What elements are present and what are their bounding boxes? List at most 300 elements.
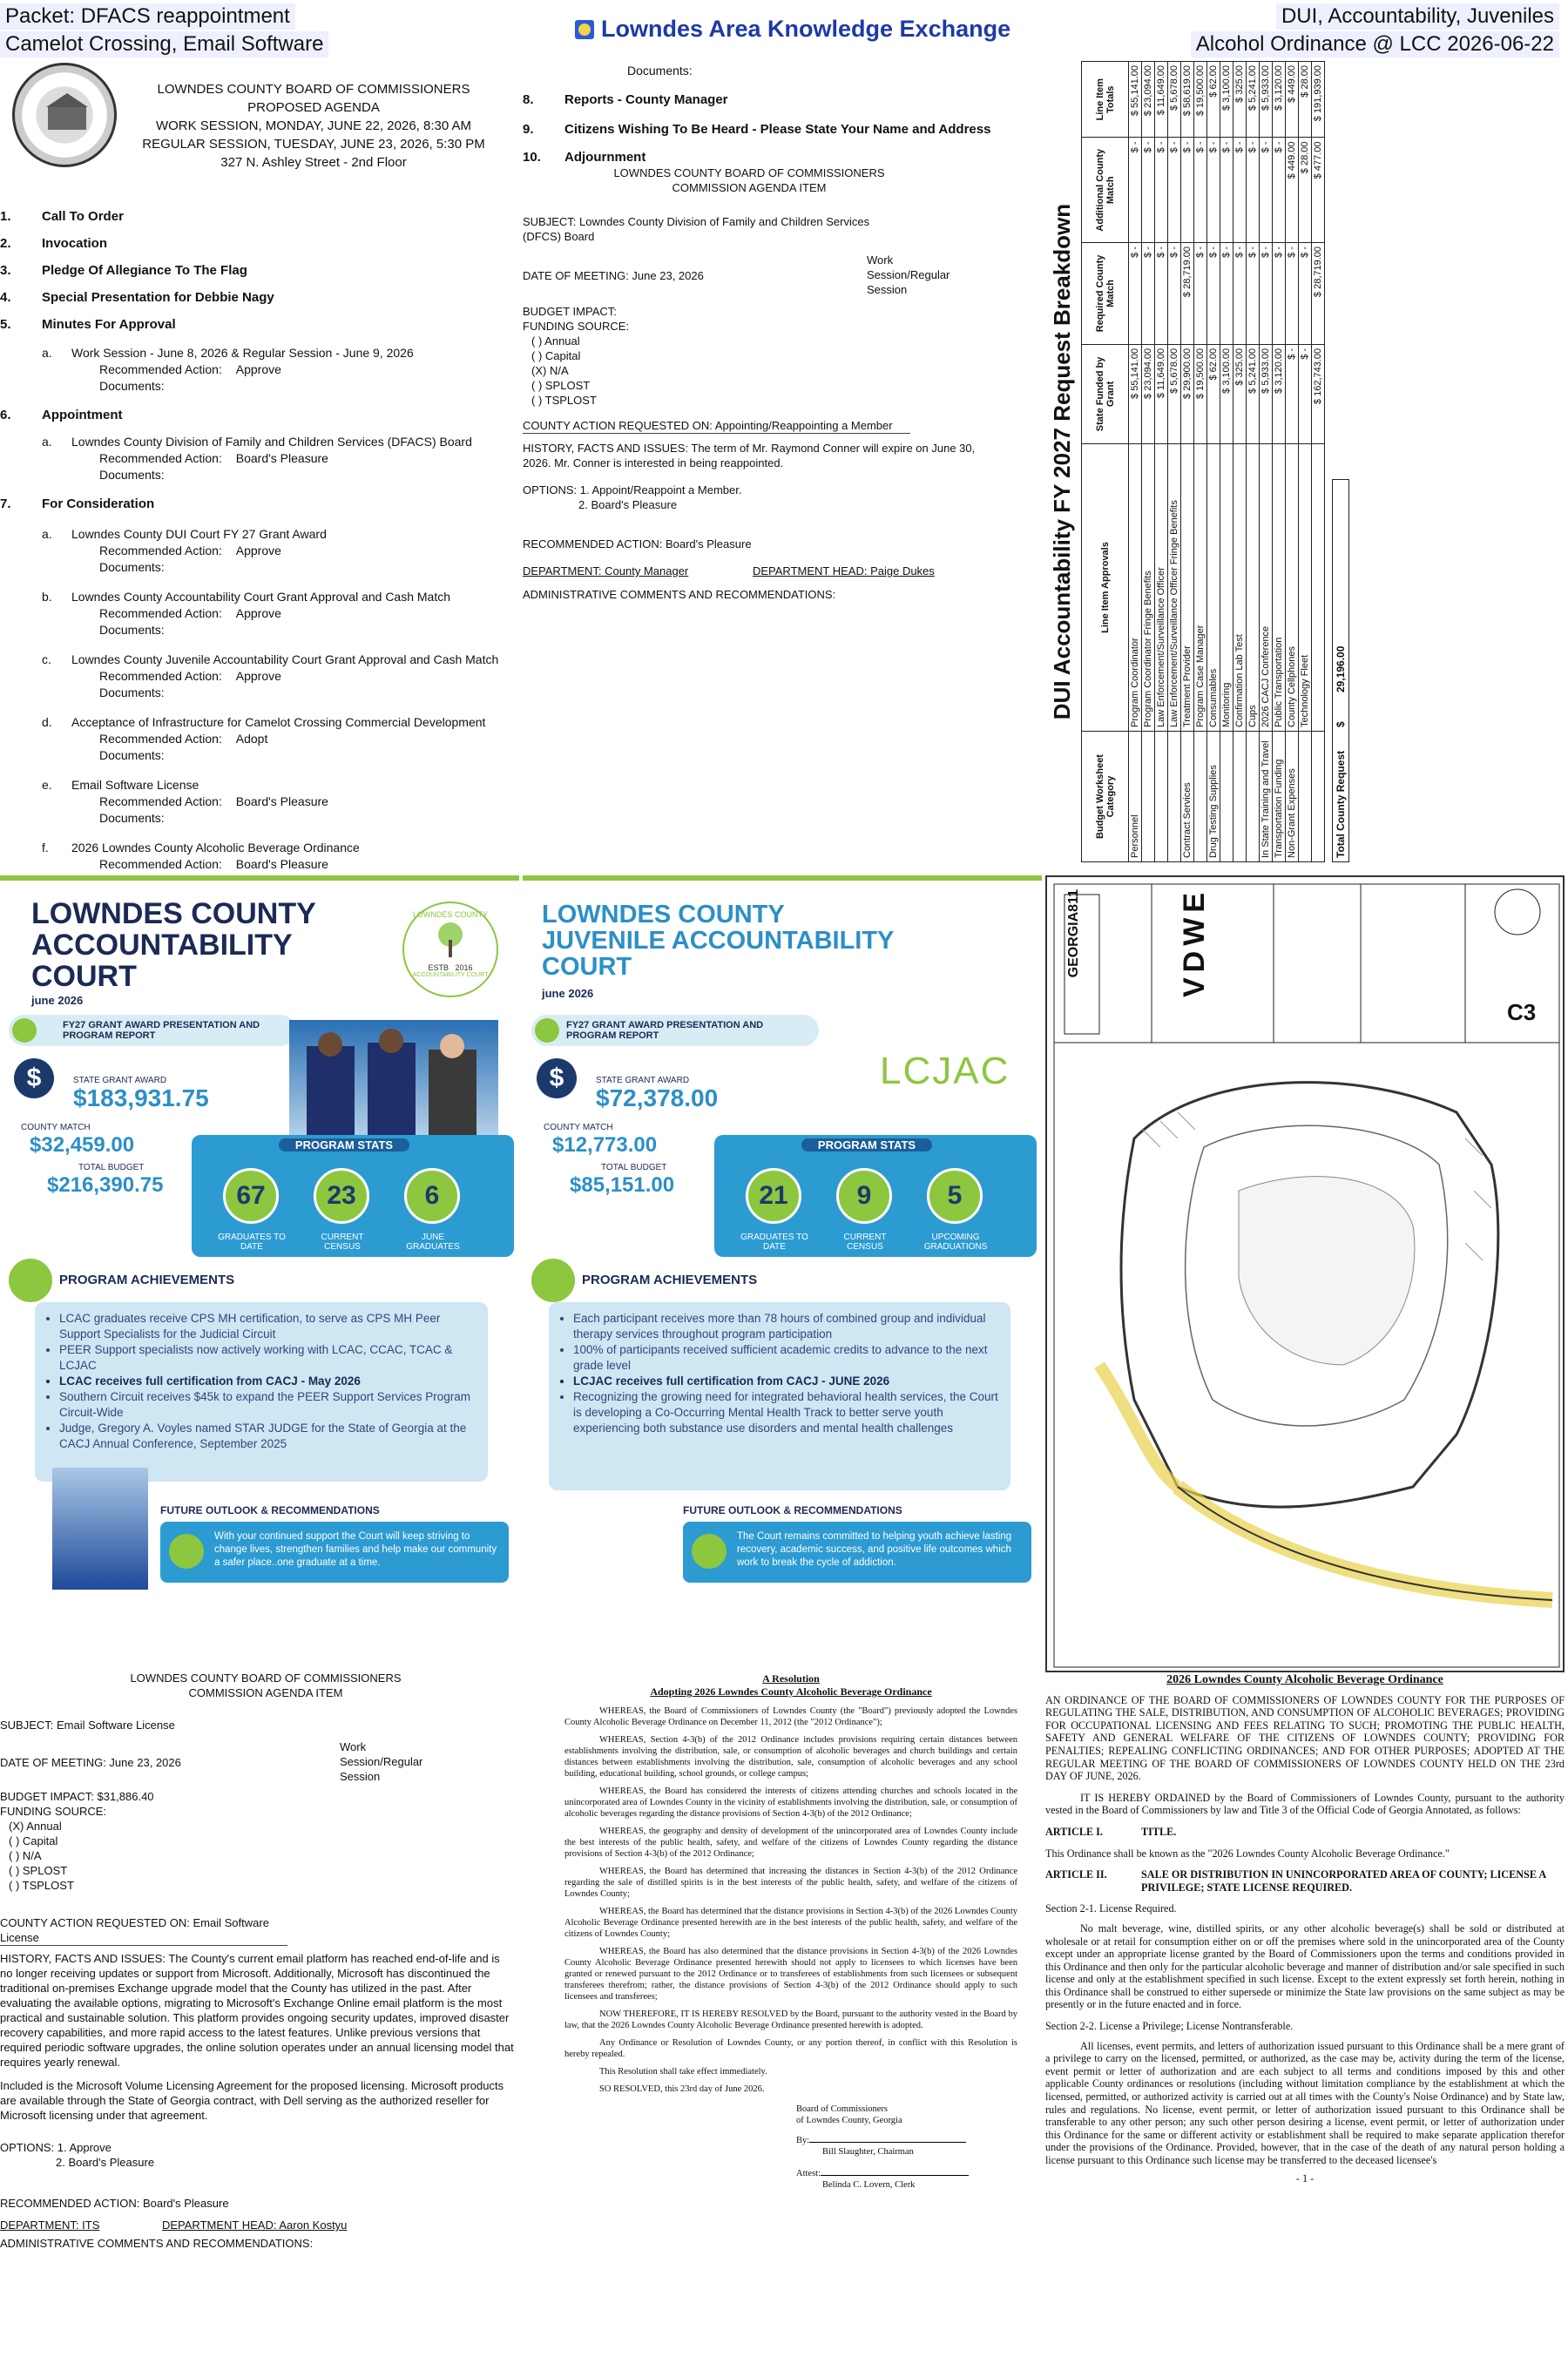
adult-ach-list bbox=[47, 1311, 476, 1452]
match-value: $32,459.00 bbox=[30, 1133, 135, 1157]
email-recommended: RECOMMENDED ACTION: Board's Pleasure bbox=[0, 2197, 229, 2210]
email-funding: FUNDING SOURCE: bbox=[0, 1805, 107, 1818]
adult-banner-text: FY27 GRANT AWARD PRESENTATION AND PROGRAM REPORT bbox=[63, 1020, 260, 1041]
header-left-line1: Packet: DFACS reappointment bbox=[0, 3, 295, 30]
dui-col: Required County Match bbox=[1082, 242, 1129, 344]
juv-ach-list bbox=[561, 1311, 998, 1436]
res-title2: Adopting 2026 Lowndes County Alcoholic Beverage Ordinance bbox=[650, 1685, 932, 1698]
sub-letter: c. bbox=[42, 652, 51, 666]
stat-value: 6 bbox=[404, 1168, 460, 1224]
agenda-item-8[interactable] bbox=[523, 92, 728, 107]
dui-title: DUI Accountability FY 2027 Request Breakdown bbox=[1049, 203, 1075, 720]
agenda-7e[interactable] bbox=[42, 777, 547, 827]
dui-cell: $ - bbox=[1286, 344, 1299, 443]
dui-cell: $ 62.00 bbox=[1207, 344, 1220, 443]
adult-outlook-box bbox=[160, 1522, 509, 1583]
dui-cell: Public Transportation bbox=[1273, 444, 1286, 732]
agenda-regular-session: REGULAR SESSION, TUESDAY, JUNE 23, 2026, 5:30 PM bbox=[142, 137, 485, 152]
agenda-7d[interactable] bbox=[42, 714, 547, 764]
dui-row bbox=[1207, 62, 1220, 862]
achievement-item: • 100% of participants received sufficient academic credits to advance to the next grade level bbox=[573, 1342, 998, 1374]
dui-cell: $ 62.00 bbox=[1207, 62, 1220, 138]
agenda-item-6[interactable] bbox=[0, 408, 123, 422]
dui-cell: Personnel bbox=[1129, 732, 1142, 862]
juv-banner bbox=[531, 1015, 819, 1046]
dui-cell: Treatment Provider bbox=[1181, 444, 1194, 732]
header-left-line2: Camelot Crossing, Email Software bbox=[0, 31, 328, 57]
dui-cell: $ 58,619.00 bbox=[1181, 62, 1194, 138]
sig-attest: Attest: bbox=[796, 2169, 821, 2178]
stat-value: 21 bbox=[746, 1168, 801, 1224]
firm-logo: VDWE bbox=[1178, 888, 1211, 997]
sub-label: 2026 Lowndes County Alcoholic Beverage Ordinance bbox=[71, 841, 360, 854]
header-center[interactable] bbox=[575, 16, 1010, 43]
dui-cell: $ - bbox=[1233, 242, 1247, 344]
dui-cell: $ - bbox=[1220, 138, 1233, 242]
sub-label: Work Session - June 8, 2026 & Regular Session - June 9, 2026 bbox=[71, 346, 414, 360]
documents-link[interactable]: Documents: bbox=[99, 379, 165, 393]
documents-link[interactable]: Documents: bbox=[99, 748, 165, 762]
dui-cell: Program Case Manager bbox=[1194, 444, 1207, 732]
dfacs-budget: BUDGET IMPACT: bbox=[523, 305, 617, 318]
pencil-icon bbox=[12, 1018, 37, 1043]
dui-cell: Technology Fleet bbox=[1299, 444, 1312, 732]
juv-title-3: COURT bbox=[542, 953, 632, 981]
rec-label: Recommended Action: bbox=[99, 794, 222, 808]
juv-title-1: LOWNDES COUNTY bbox=[542, 901, 785, 929]
agenda-item-10[interactable] bbox=[523, 150, 645, 165]
dui-cell: $ 449.00 bbox=[1286, 62, 1299, 138]
juvenile-court-panel bbox=[523, 875, 1042, 1607]
dui-col: Line Item Approvals bbox=[1082, 444, 1129, 732]
graduates-photo bbox=[289, 1020, 498, 1140]
res-paragraph: WHEREAS, the Board has determined that the distance provisions in Section 4-3(b) of the 2026 Lowndes County Alcoholic Beverage Ordinance presented herewith are in the best interests of the public health, safety, and welfare of the citizens of Lowndes County; bbox=[564, 1907, 1017, 1939]
dui-cell bbox=[1312, 444, 1325, 732]
email-agenda-item bbox=[0, 1671, 519, 2251]
stat-label: CURRENT CENSUS bbox=[843, 1233, 887, 1252]
match-label: COUNTY MATCH bbox=[544, 1123, 613, 1132]
dui-cell: $ - bbox=[1142, 138, 1155, 242]
dfacs-date: DATE OF MEETING: June 23, 2026 bbox=[523, 269, 704, 282]
match-value: $12,773.00 bbox=[552, 1133, 658, 1157]
agenda-label: Special Presentation for Debbie Nagy bbox=[42, 290, 274, 305]
stat-value: 23 bbox=[314, 1168, 369, 1224]
sub-letter: d. bbox=[42, 715, 52, 729]
dui-cell: $ 29,900.00 bbox=[1181, 344, 1194, 443]
sub-letter: b. bbox=[42, 590, 52, 604]
dui-cell bbox=[1220, 732, 1233, 862]
match-label: COUNTY MATCH bbox=[21, 1123, 91, 1132]
dui-cell: $ - bbox=[1142, 242, 1155, 344]
dui-cell: $ - bbox=[1207, 242, 1220, 344]
adult-title bbox=[31, 898, 316, 992]
total-value: $216,390.75 bbox=[47, 1173, 164, 1197]
dui-cell: $ 28,719.00 bbox=[1312, 242, 1325, 344]
res-paragraph: Any Ordinance or Resolution of Lowndes County, or any portion thereof, in conflict with this Resolution is hereby repealed. bbox=[564, 2038, 1017, 2059]
rec-label: Recommended Action: bbox=[99, 362, 222, 376]
sub-label: Lowndes County DUI Court FY 27 Grant Award bbox=[71, 527, 327, 541]
dui-row bbox=[1155, 62, 1168, 862]
dui-row bbox=[1194, 62, 1207, 862]
lcjac-logo: LCJAC bbox=[880, 1050, 1010, 1092]
stat-label: GRADUATES TO DATE bbox=[740, 1233, 808, 1252]
adult-ach-box bbox=[35, 1302, 488, 1482]
dui-cell bbox=[1299, 732, 1312, 862]
dui-cell: $ 19,500.00 bbox=[1194, 344, 1207, 443]
email-fund-2: ( ) N/A bbox=[9, 1849, 42, 1862]
achievement-item: • Southern Circuit receives $45k to expand the PEER Support Services Program Circuit-Wide bbox=[59, 1389, 476, 1421]
dui-cell: $ 28,719.00 bbox=[1181, 242, 1194, 344]
seal-sub: ACCOUNTABILITY COURT bbox=[412, 972, 489, 978]
dui-cell: $ 5,241.00 bbox=[1247, 62, 1260, 138]
agenda-6a[interactable] bbox=[42, 434, 530, 483]
dui-header-row bbox=[1082, 62, 1129, 862]
sig-clerk: Belinda C. Lovern, Clerk bbox=[822, 2180, 916, 2190]
dui-col: Line Item Totals bbox=[1082, 62, 1129, 138]
agenda-num: 8. bbox=[523, 92, 534, 107]
email-doc: COMMISSION AGENDA ITEM bbox=[188, 1686, 343, 1699]
agenda-7b[interactable] bbox=[42, 589, 547, 638]
rec-value: Approve bbox=[235, 544, 281, 557]
ord-art1: ARTICLE I. bbox=[1045, 1825, 1103, 1838]
dui-cell bbox=[1168, 732, 1181, 862]
agenda-item-5[interactable] bbox=[0, 317, 176, 332]
site-plan-drawing bbox=[1047, 877, 1565, 1672]
dfacs-doc: COMMISSION AGENDA ITEM bbox=[672, 181, 827, 194]
dui-col: Budget Worksheet Category bbox=[1082, 732, 1129, 862]
dui-row bbox=[1247, 62, 1260, 862]
dui-row bbox=[1129, 62, 1142, 862]
dfacs-agenda-item bbox=[523, 165, 1045, 602]
dui-row bbox=[1286, 62, 1299, 862]
dui-cell: $ - bbox=[1273, 242, 1286, 344]
rec-label: Recommended Action: bbox=[99, 451, 222, 465]
stat-label: CURRENT CENSUS bbox=[321, 1233, 364, 1252]
dui-cell: $ - bbox=[1194, 138, 1207, 242]
sub-label: Lowndes County Juvenile Accountability Court Grant Approval and Cash Match bbox=[71, 652, 499, 666]
agenda-label: For Consideration bbox=[42, 496, 155, 511]
juv-title-2: JUVENILE ACCOUNTABILITY bbox=[542, 927, 895, 955]
dui-cell: $ - bbox=[1181, 138, 1194, 242]
stat-value: 9 bbox=[836, 1168, 892, 1224]
agenda-label: Citizens Wishing To Be Heard - Please State Your Name and Address bbox=[564, 122, 991, 137]
adult-ach-title: PROGRAM ACHIEVEMENTS bbox=[59, 1273, 235, 1287]
rec-value: Adopt bbox=[235, 732, 268, 746]
agenda-work-session: WORK SESSION, MONDAY, JUNE 22, 2026, 8:30 AM bbox=[155, 118, 472, 133]
adult-seal-icon bbox=[402, 902, 498, 997]
documents-link[interactable]: Documents: bbox=[99, 560, 165, 574]
dui-cell: $ 5,933.00 bbox=[1260, 62, 1273, 138]
email-fund-4: ( ) TSPLOST bbox=[9, 1879, 74, 1892]
agenda-item-4[interactable] bbox=[0, 290, 274, 305]
dui-cell: $ 28.00 bbox=[1299, 138, 1312, 242]
email-fund-3: ( ) SPLOST bbox=[9, 1864, 68, 1877]
agenda-doc: PROPOSED AGENDA bbox=[247, 100, 380, 115]
agenda-label: Adjournment bbox=[564, 150, 646, 165]
eye-icon bbox=[169, 1534, 204, 1569]
agenda-num: 10. bbox=[523, 150, 541, 165]
dui-cell: $ 449.00 bbox=[1286, 138, 1299, 242]
stat-label: JUNE GRADUATES bbox=[406, 1233, 460, 1252]
seal-year: 2016 bbox=[455, 963, 473, 972]
site-title[interactable]: Lowndes Area Knowledge Exchange bbox=[601, 16, 1011, 42]
sub-letter: e. bbox=[42, 778, 52, 792]
dui-cell: $ 325.00 bbox=[1233, 344, 1247, 443]
juv-banner-text: FY27 GRANT AWARD PRESENTATION AND PROGRAM REPORT bbox=[566, 1020, 764, 1041]
trend-icon bbox=[531, 1259, 575, 1302]
dfacs-action: COUNTY ACTION REQUESTED ON: Appointing/Reappointing a Member bbox=[523, 418, 910, 434]
dui-cell: $ 3,120.00 bbox=[1273, 62, 1286, 138]
dui-cell: Drug Testing Supplies bbox=[1207, 732, 1220, 862]
dui-cell: $ 28.00 bbox=[1299, 62, 1312, 138]
sheet-number: C3 bbox=[1507, 999, 1537, 1025]
agenda-heading bbox=[131, 80, 497, 172]
agenda-num: 7. bbox=[0, 496, 11, 511]
ord-s22-text: All licenses, event permits, and letters of authorization issued pursuant to this Ordinance shall be a mere grant of a privilege to carry on the licensed, permitted, or authorized, as the case may be, activity during the term of the license, event permit or letter of authorization and are each subject to all terms and conditions imposed by this and other applicable County ordinances or resolutions (including without limitation compliance by the establishment at which the licensed, permitted, or authorized activity is carried out at all times with the County's Noise Ordinance) and by State law, rules and regulations. No license, event permit, or letter of authorization issued pursuant to this Ordinance shall be transferable to any other person; any such other person desiring a license, event permit, or letter of authorization under this Ordinance for the same or different activity or establishment shall be required to make separate application therefor under the provisions of the Ordinance. Provided, however, that in the case of the death of any natural person holding a license pursuant to this Ordinance such license may be transferred to the deceased licensee's bbox=[1045, 2039, 1565, 2166]
dui-cell bbox=[1194, 732, 1207, 862]
stats-title: PROGRAM STATS bbox=[801, 1138, 932, 1151]
dui-cell: $ 191,939.00 bbox=[1312, 62, 1325, 138]
dui-cell: Non-Grant Expenses bbox=[1286, 732, 1299, 862]
adult-court-panel bbox=[0, 875, 519, 1607]
agenda-7f[interactable] bbox=[42, 840, 547, 873]
achievement-item: • LCAC graduates receive CPS MH certification, to serve as CPS MH Peer Support Specialists for the Judicial Circuit bbox=[59, 1311, 476, 1342]
dui-cell: Monitoring bbox=[1220, 444, 1233, 732]
dui-col: State Funded by Grant bbox=[1082, 344, 1129, 443]
dui-cell: Confirmation Lab Test bbox=[1233, 444, 1247, 732]
dui-cell: $ - bbox=[1286, 242, 1299, 344]
dfacs-admin: ADMINISTRATIVE COMMENTS AND RECOMMENDATIONS: bbox=[523, 588, 836, 601]
pencil-icon bbox=[535, 1018, 559, 1043]
res-signature bbox=[796, 2104, 1017, 2191]
seal-est: ESTB bbox=[428, 963, 449, 972]
dui-cell: $ 11,649.00 bbox=[1155, 62, 1168, 138]
agenda-address: 327 N. Ashley Street - 2nd Floor bbox=[220, 155, 407, 170]
agenda-label: Call To Order bbox=[42, 209, 124, 224]
achievement-item: • LCJAC receives full certification from CACJ - JUNE 2026 bbox=[573, 1374, 998, 1389]
award-label: STATE GRANT AWARD bbox=[73, 1076, 167, 1085]
dui-row bbox=[1181, 62, 1194, 862]
sub-label: Lowndes County Accountability Court Grant Approval and Cash Match bbox=[71, 590, 451, 604]
dfacs-recommended: RECOMMENDED ACTION: Board's Pleasure bbox=[523, 537, 752, 550]
dui-cell: Consumables bbox=[1207, 444, 1220, 732]
dui-cell: Cups bbox=[1247, 444, 1260, 732]
dollar-icon: $ bbox=[537, 1058, 577, 1098]
dui-col: Additional County Match bbox=[1082, 138, 1129, 242]
dui-cell: $ 5,933.00 bbox=[1260, 344, 1273, 443]
ord-s22: Section 2-2. License a Privilege; License Nontransferable. bbox=[1045, 2020, 1294, 2033]
dui-cell: Law Enforcement/Surveillance Officer Fringe Benefits bbox=[1168, 444, 1181, 732]
dui-cell: $ - bbox=[1260, 138, 1273, 242]
ord-art2-title: SALE OR DISTRIBUTION IN UNINCORPORATED AREA OF COUNTY; LICENSE A PRIVILEGE; STATE LICENSE REQUIRED. bbox=[1141, 1868, 1546, 1894]
dui-cell: $ - bbox=[1273, 138, 1286, 242]
dui-cell bbox=[1247, 732, 1260, 862]
rec-label: Recommended Action: bbox=[99, 732, 222, 746]
dfacs-fund-2: (X) N/A bbox=[531, 364, 569, 377]
dfacs-dept-head: DEPARTMENT HEAD: Paige Dukes bbox=[753, 564, 935, 577]
agenda-num: 5. bbox=[0, 317, 11, 332]
adult-outlook-text: With your continued support the Court will keep striving to change lives, strengthen families and help make our community a safer place..one graduate at a time. bbox=[214, 1531, 497, 1568]
res-paragraph: WHEREAS, the geography and density of development of the unincorporated area of Lowndes County include the best interests of the public health, safety, and welfare of the citizens of Lowndes County regarding the distance provisions of Section 4-3(b) of the 2012 Ordinance; bbox=[564, 1827, 1017, 1859]
dollar-icon: $ bbox=[14, 1058, 54, 1098]
agenda-item-7[interactable] bbox=[0, 496, 155, 511]
dfacs-fund-0: ( ) Annual bbox=[531, 334, 580, 348]
total-label: TOTAL BUDGET bbox=[78, 1163, 145, 1172]
dui-total-row bbox=[1332, 479, 1349, 862]
sub-letter: f. bbox=[42, 841, 49, 854]
stat-label: GRADUATES TO DATE bbox=[218, 1233, 286, 1252]
dui-cell: $ 162,743.00 bbox=[1312, 344, 1325, 443]
rec-value: Approve bbox=[235, 669, 281, 683]
email-budget: BUDGET IMPACT: $31,886.40 bbox=[0, 1790, 154, 1803]
dui-cell: In State Training and Travel bbox=[1260, 732, 1273, 862]
agenda-num: 9. bbox=[523, 122, 534, 137]
rec-value: Approve bbox=[235, 362, 281, 376]
achievement-item: • PEER Support specialists now actively working with LCAC, CCAC, TCAC & LCJAC bbox=[59, 1342, 476, 1374]
tree-icon bbox=[429, 921, 472, 959]
georgia811-logo: GEORGIA811 bbox=[1066, 889, 1081, 978]
dui-cell: $ 55,141.00 bbox=[1129, 62, 1142, 138]
ord-s21: Section 2-1. License Required. bbox=[1045, 1902, 1177, 1915]
agenda-label: Invocation bbox=[42, 236, 108, 251]
dui-cell: $ 5,678.00 bbox=[1168, 344, 1181, 443]
dui-table-rotated bbox=[1045, 61, 1349, 862]
juv-ach-box bbox=[549, 1302, 1010, 1490]
dui-cell: $ 5,678.00 bbox=[1168, 62, 1181, 138]
dui-total-value: 29,196.00 bbox=[1335, 645, 1347, 692]
dfacs-options2: 2. Board's Pleasure bbox=[578, 498, 678, 511]
sub-letter: a. bbox=[42, 346, 52, 360]
total-label: TOTAL BUDGET bbox=[601, 1163, 667, 1172]
agenda-7c[interactable] bbox=[42, 652, 547, 701]
dui-cell: $ - bbox=[1233, 138, 1247, 242]
achievement-item: • Judge, Gregory A. Voyles named STAR JUDGE for the State of Georgia at the CACJ Annual Conference, September 2025 bbox=[59, 1421, 476, 1452]
res-paragraph: WHEREAS, the Board of Commissioners of Lowndes County (the "Board") previously adopted the Lowndes County Alcoholic Beverage Ordinance on December 11, 2012 (the "2012 Ordinance"); bbox=[564, 1706, 1017, 1727]
documents-link[interactable]: Documents: bbox=[99, 468, 165, 482]
award-value: $183,931.75 bbox=[73, 1084, 209, 1111]
agenda-num: 3. bbox=[0, 263, 11, 278]
documents-link[interactable]: Documents: bbox=[99, 685, 165, 699]
agenda-num: 4. bbox=[0, 290, 11, 305]
agenda-num: 6. bbox=[0, 408, 11, 422]
stats-title: PROGRAM STATS bbox=[279, 1138, 409, 1151]
sig-chair: Bill Slaughter, Chairman bbox=[822, 2147, 914, 2157]
sub-label: Acceptance of Infrastructure for Camelot Crossing Commercial Development bbox=[71, 715, 486, 729]
rec-value: Board's Pleasure bbox=[235, 857, 328, 871]
dui-total-label: Total County Request bbox=[1335, 750, 1347, 858]
res-paragraph: WHEREAS, Section 4-3(b) of the 2012 Ordinance includes provisions requiring certain distances between establishments involving the distribution, sale, or consumption of alcoholic beverages and church buildings and certain distances between establishments involving the distribution, sale, consumption of alcoholic beverages and any school building, educational building, school grounds, or college campus; bbox=[564, 1735, 1017, 1779]
email-department: DEPARTMENT: ITS bbox=[0, 2219, 100, 2232]
juv-outlook-box bbox=[683, 1522, 1031, 1583]
seal-text: LOWNDES COUNTY bbox=[412, 910, 488, 919]
email-admin: ADMINISTRATIVE COMMENTS AND RECOMMENDATIONS: bbox=[0, 2237, 314, 2250]
col2-docs[interactable]: Documents: bbox=[627, 64, 693, 78]
ord-art1-text: This Ordinance shall be known as the "2026 Lowndes County Alcoholic Beverage Ordinance." bbox=[1045, 1847, 1450, 1860]
dui-cell: $ - bbox=[1220, 242, 1233, 344]
juv-outlook-title: FUTURE OUTLOOK & RECOMMENDATIONS bbox=[683, 1504, 902, 1516]
ord-art1-title: TITLE. bbox=[1141, 1825, 1177, 1838]
dui-cell: $ - bbox=[1168, 138, 1181, 242]
total-value: $85,151.00 bbox=[570, 1173, 675, 1197]
stat-value: 5 bbox=[927, 1168, 983, 1224]
dui-cell bbox=[1155, 732, 1168, 862]
agenda-item-9[interactable] bbox=[523, 122, 990, 137]
email-history: HISTORY, FACTS AND ISSUES: The County's current email platform has reached end-of-life and is no longer receiving updates or support from Microsoft. Additionally, Microsoft has discontinued the traditional on-premises Exchange upgrade model that the County has utilized in the past. After evaluating the available options, migrating to Microsoft's Exchange Online email platform is the most practical and sustainable solution. This platform provides ongoing security updates, improved disaster recovery capabilities, and more rapid access to the latest features. Unlike previous versions that required periodic software upgrades, the online solution operates under an annual licensing model that requires yearly renewal. bbox=[0, 1952, 514, 2069]
dui-cell: $ - bbox=[1299, 344, 1312, 443]
dui-row bbox=[1312, 62, 1325, 862]
sig-org2: of Lowndes County, Georgia bbox=[796, 2116, 902, 2125]
agenda-item-1[interactable] bbox=[0, 209, 124, 224]
rec-value: Approve bbox=[235, 606, 281, 620]
documents-link[interactable]: Documents: bbox=[99, 811, 165, 825]
agenda-7a[interactable] bbox=[42, 526, 547, 576]
dui-cell: Transportation Funding bbox=[1273, 732, 1286, 862]
agenda-5a[interactable] bbox=[42, 345, 530, 395]
dfacs-history: HISTORY, FACTS AND ISSUES: The term of Mr. Raymond Conner will expire on June 30, 2026. Mr. Conner is interested in being reappointed. bbox=[523, 442, 976, 469]
agenda-item-2[interactable] bbox=[0, 236, 108, 251]
agenda-label: Minutes For Approval bbox=[42, 317, 176, 332]
agenda-org: LOWNDES COUNTY BOARD OF COMMISSIONERS bbox=[157, 82, 470, 97]
res-paragraph: This Resolution shall take effect immediately. bbox=[599, 2067, 767, 2077]
agenda-label: Pledge Of Allegiance To The Flag bbox=[42, 263, 247, 278]
dui-cell: $ - bbox=[1129, 138, 1142, 242]
dfacs-fund-1: ( ) Capital bbox=[531, 349, 581, 362]
juv-ach-title: PROGRAM ACHIEVEMENTS bbox=[582, 1273, 758, 1287]
rec-label: Recommended Action: bbox=[99, 544, 222, 557]
adult-title-1: LOWNDES COUNTY bbox=[31, 897, 316, 930]
documents-link[interactable]: Documents: bbox=[99, 623, 165, 637]
seal-icon bbox=[15, 65, 119, 170]
dfacs-funding: FUNDING SOURCE: bbox=[523, 320, 630, 333]
dui-cell: $ - bbox=[1299, 242, 1312, 344]
dfacs-fund-3: ( ) SPLOST bbox=[531, 379, 591, 392]
dui-cell bbox=[1312, 732, 1325, 862]
ord-art2: ARTICLE II. bbox=[1045, 1868, 1107, 1881]
res-paragraph: SO RESOLVED, this 23rd day of June 2026. bbox=[599, 2084, 765, 2094]
award-label: STATE GRANT AWARD bbox=[596, 1076, 690, 1085]
dui-row bbox=[1273, 62, 1286, 862]
ord-title: 2026 Lowndes County Alcoholic Beverage Ordinance bbox=[1166, 1673, 1443, 1686]
lake-logo-icon bbox=[575, 20, 594, 39]
dui-cell: Program Coordinator bbox=[1129, 444, 1142, 732]
dui-row bbox=[1299, 62, 1312, 862]
dfacs-subject: SUBJECT: Lowndes County Division of Family and Children Services (DFCS) Board bbox=[523, 215, 870, 243]
dui-cell: $ 325.00 bbox=[1233, 62, 1247, 138]
dui-cell: $ - bbox=[1207, 138, 1220, 242]
dui-cell: $ 23,094.00 bbox=[1142, 62, 1155, 138]
email-history2: Included is the Microsoft Volume Licensing Agreement for the proposed licensing. Microsoft products are available through the State of Georgia contract, with Dell serving as the authorized reseller for Microsoft licensing under that agreement. bbox=[0, 2079, 504, 2122]
dui-cell: Contract Services bbox=[1181, 732, 1194, 862]
dfacs-fund-4: ( ) TSPLOST bbox=[531, 394, 597, 407]
dui-cell: 2026 CACJ Conference bbox=[1260, 444, 1273, 732]
dui-cell: $ - bbox=[1155, 138, 1168, 242]
agenda-label: Reports - County Manager bbox=[564, 92, 728, 107]
res-paragraph: WHEREAS, the Board has also determined that the distance provisions in Section 4-3(b) of the 2026 Lowndes County Alcoholic Beverage Ordinance presented herewith should not apply to licensees to which licenses have been granted or renewed pursuant to the 2012 Ordinance or to transferees of establishments from such licensees or subsequent transferees therefrom; rather, the distance provisions of Section 4-3(b) of the 2012 Ordinance should apply to such licensees and transferees; bbox=[564, 1947, 1017, 2002]
agenda-item-3[interactable] bbox=[0, 263, 247, 278]
dui-row bbox=[1233, 62, 1247, 862]
juv-outlook-text: The Court remains committed to helping youth achieve lasting recovery, academic success, and positive life outcomes which work to break the cycle of addiction. bbox=[737, 1531, 1012, 1568]
email-options1: OPTIONS: 1. Approve bbox=[0, 2141, 112, 2154]
dui-cell: $ - bbox=[1168, 242, 1181, 344]
header-right-line2: Alcohol Ordinance @ LCC 2026-06-22 bbox=[1191, 31, 1559, 57]
dui-breakdown-panel bbox=[1045, 61, 1411, 862]
res-paragraph: WHEREAS, the Board has considered the interests of citizens attending churches and schools located in the unincorporated area of Lowndes County in the vicinity of establishments involving the distribution, sale, or consumption of alcoholic beverages regarding the distance provisions of Section 4-3(b) of the 2012 Ordinance; bbox=[564, 1786, 1017, 1819]
dui-row bbox=[1168, 62, 1181, 862]
email-fund-0: (X) Annual bbox=[9, 1820, 62, 1833]
adult-title-2: ACCOUNTABILITY bbox=[31, 929, 293, 962]
achievement-item: • LCAC receives full certification from CACJ - May 2026 bbox=[59, 1374, 476, 1389]
sig-org1: Board of Commissioners bbox=[796, 2104, 888, 2114]
